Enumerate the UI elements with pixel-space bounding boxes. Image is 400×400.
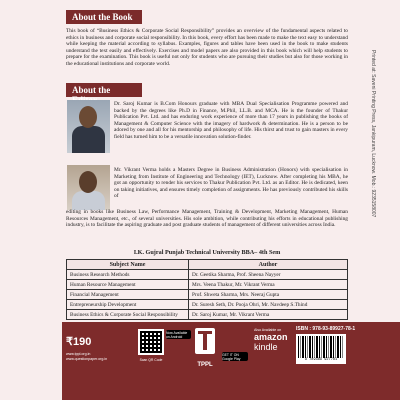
editor2-photo: [67, 165, 110, 210]
barcode-digits: 9 789389 927781: [304, 358, 338, 362]
editor2-bio-continued: editing in books like Business Law, Performance Management, Training & Development, Marketing Management, Human Resources Management, etc., of several universities. His sole ambition, while contributing his efforts in educational publishing industry, is to facilitate the aspiring graduate and post graduate students of management of different universities across India.: [66, 209, 348, 229]
table-row: [67, 290, 348, 300]
subject-cell: Human Resource Management: [67, 280, 189, 290]
author-cell: Dr. Suresh Seth, Dr. Pooja Ohri, Mr. Navdeep S.Thind: [189, 300, 348, 310]
price-label: ₹190: [66, 336, 92, 348]
table-row: [67, 300, 348, 310]
author-cell: Prof. Shweta Sharma, Mrs. Neeraj Gupta: [189, 290, 348, 300]
amazon-availability-label: Also Available on: [254, 328, 282, 332]
website-links: [66, 352, 107, 361]
table-header-subject: Subject Name: [67, 260, 189, 270]
kindle-wordmark: kindle: [254, 342, 278, 352]
subjects-table: [66, 259, 348, 320]
about-book-heading: About the Book: [66, 10, 142, 24]
android-app-badge: Now Available on Android: [166, 330, 191, 339]
printer-side-text: Printed at: Saveni Printing Press, Jankipuram, Lucknow. Mob.: 9235158007: [370, 50, 376, 218]
tppl-logo-text: TPPL: [197, 362, 213, 368]
author-cell: Dr. Saroj Kumar, Mr. Vikrant Verma: [189, 310, 348, 320]
table-header-row: [67, 260, 348, 270]
author-cell: Mrs. Veena Thakur, Mr. Vikrant Verma: [189, 280, 348, 290]
table-row: [67, 280, 348, 290]
editor1-photo: [67, 100, 110, 153]
about-book-text: This book of “Business Ethics & Corporate Social Responsibility” provides an overview of the fundamental aspects related to ethics in business and corporate social responsibility. In this book, every effort has been made to make the text easy to understand while keeping the material according to syllabus. Examples, figures and tables have been used in the book to make students understand the text easily and effectively. Exercises and model papers are also provided in this book which will help students to prepare for the examination. This book is useful not only for students who are pursuing their studies but also for those working in the educational institutions and corporate world.: [66, 28, 348, 67]
editor1-bio: Dr. Saroj Kumar is B.Com Honours graduate with MBA Dual Specialisation Programme powered and backed by the degrees like Ph.D in Finance, M.Phil, LL.B. and MCA. He is the founder of Thakur Publication Pvt. Ltd. and has enduring work experience of more than 17 years in publishing the books of Management & Computer Science with the imagery of hardwork & determination. He is a person to be adored by one and all for his mentorship and philosophy of life. His thirst and trust to gain masters in every field has turned him to be a versatile innovation solution-finder.: [114, 101, 348, 140]
website-link-questionpaper[interactable]: www.questionpaper.org.in: [66, 356, 108, 361]
qr-code-icon: [138, 329, 164, 355]
table-title: I.K. Gujral Punjab Technical University BBA– 4th Sem: [133, 249, 281, 256]
subject-cell: Business Research Methods: [67, 270, 189, 280]
google-play-badge: GET IT ON Google Play: [222, 352, 248, 361]
barcode-icon: [296, 334, 346, 364]
tppl-logo-icon: [192, 326, 218, 362]
editor2-bio: Mr. Vikrant Verma holds a Masters Degree in Business Administration (Honors) with specialisation in Marketing from Institute of Engineering and Technology (IET), Lucknow. After completing his MBA, he got an opportunity to render his services to Thakur Publication Pvt. Ltd. as an Editor. He is dedicated, keen on taking initiatives, and ensures timely completion of assignments. He has previously contributed his skills of: [114, 167, 348, 200]
footer-bar: [62, 322, 400, 400]
table-row: [67, 310, 348, 320]
amazon-kindle-logo: [254, 328, 288, 352]
amazon-wordmark: amazon: [254, 332, 288, 342]
qr-code-label: Scan QR Code: [139, 358, 163, 362]
left-margin: [0, 0, 62, 400]
subject-cell: Business Ethics & Corporate Social Responsibility: [67, 310, 189, 320]
website-link-tppl[interactable]: www.tppl.org.in: [66, 352, 91, 356]
subject-cell: Entrepreneurship Development: [67, 300, 189, 310]
table-header-author: Author: [189, 260, 348, 270]
author-cell: Dr. Geetika Sharma, Prof. Sheena Nayyer: [189, 270, 348, 280]
table-row: [67, 270, 348, 280]
about-editor-heading: About the: [66, 83, 142, 97]
subject-cell: Financial Management: [67, 290, 189, 300]
isbn-label: ISBN : 978-93-89927-78-1: [296, 326, 356, 332]
